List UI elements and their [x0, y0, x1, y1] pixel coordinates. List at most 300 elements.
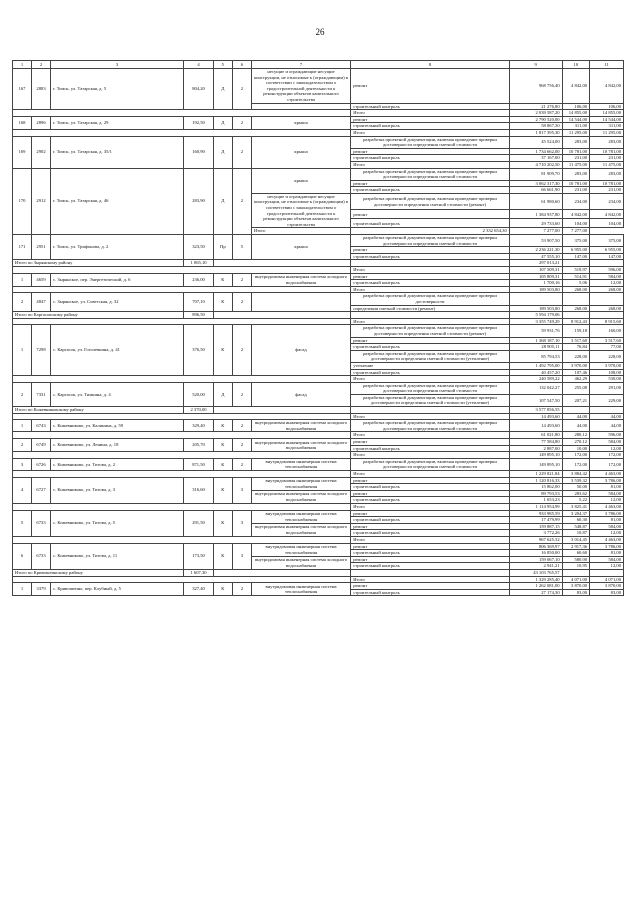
table-cell: 3 517,60: [590, 337, 624, 344]
table-cell: 3 355 749,29: [509, 318, 562, 325]
table-cell: 3 884,42: [562, 471, 589, 478]
table-cell: ремонт: [351, 180, 510, 187]
table-row: [13, 260, 624, 267]
table-cell: 1 329 285,40: [509, 576, 562, 583]
table-cell: внутридомовая инженерная система холодного водоснабжения: [251, 420, 350, 432]
table-cell: [509, 293, 562, 305]
table-row: [13, 286, 624, 293]
table-cell: 3 577 856,55: [509, 407, 562, 414]
table-cell: 44,00: [562, 420, 589, 432]
table-cell: 2: [232, 439, 251, 452]
table-cell: 189 503,80: [509, 305, 562, 312]
table-cell: 2: [13, 382, 32, 406]
table-row: [13, 407, 624, 414]
table-cell: 3 062 317,30: [509, 180, 562, 187]
table-cell: 462,29: [562, 376, 589, 383]
table-cell: 2: [13, 439, 32, 452]
table-cell: г. Томск, ул. Трифонова, д. 2: [51, 235, 184, 260]
table-cell: 6 955,00: [590, 247, 624, 254]
table-cell: 6733: [32, 543, 51, 569]
table-cell: 283,62: [562, 490, 589, 497]
table-cell: 3 786,00: [590, 477, 624, 484]
table-cell: [13, 267, 351, 274]
table-row: [13, 569, 624, 576]
table-cell: фасад: [251, 325, 350, 376]
table-cell: 37 167,00: [509, 155, 562, 162]
table-cell: 514,91: [562, 273, 589, 280]
table-row: [13, 439, 624, 446]
header-cell: 6: [232, 61, 251, 69]
table-cell: несущие и ограждающие несущие конструкции, не относимые к (ограждающим) в соответствии с законодательством о градостроительной деятельности к реконструкции объектов капитального строительства: [251, 69, 350, 104]
table-cell: 5,06: [562, 280, 589, 287]
table-row: [13, 458, 624, 470]
table-cell: 147,00: [562, 253, 589, 260]
table-cell: [213, 569, 350, 576]
table-cell: 268,00: [590, 305, 624, 312]
table-cell: 3: [232, 543, 251, 569]
header-cell: 11: [590, 61, 624, 69]
table-cell: [590, 260, 624, 267]
table-cell: 283,00: [590, 136, 624, 148]
header-cell: 7: [251, 61, 350, 69]
table-cell: Итого: [351, 376, 510, 383]
table-cell: внутридомовая инженерная система холодного водоснабжения: [251, 273, 350, 286]
table-cell: К: [213, 510, 232, 536]
table-cell: 231,00: [562, 155, 589, 162]
table-cell: [13, 413, 351, 420]
table-cell: 2902: [32, 136, 51, 168]
table-cell: 43 103 765,57: [509, 569, 562, 576]
table-cell: с. Кожевниково, ул. Титова, д. 11: [51, 543, 184, 569]
table-row: [13, 376, 624, 383]
table-cell: 172,00: [590, 452, 624, 459]
table-cell: 1 262 081,00: [509, 583, 562, 590]
table-cell: К: [213, 543, 232, 569]
table-cell: 3 970,00: [590, 362, 624, 369]
table-cell: 12,00: [590, 563, 624, 570]
table-cell: 7331: [32, 382, 51, 406]
table-cell: 159,18: [562, 325, 589, 337]
table-cell: 2: [232, 382, 251, 406]
table-cell: 1: [13, 273, 32, 286]
table-cell: крыша: [251, 235, 350, 260]
table-cell: 2 887,00: [509, 445, 562, 452]
table-cell: 2: [232, 293, 251, 312]
table-cell: [590, 293, 624, 305]
table-cell: 149 895,10: [509, 452, 562, 459]
table-cell: с. Кожевниково, ул. Ленина, д. 18: [51, 439, 184, 452]
table-cell: разработка проектной документации, включая проведение проверки достоверности определения сметной стоимости: [351, 458, 510, 470]
table-cell: 12,00: [590, 497, 624, 504]
table-cell: 580,00: [562, 556, 589, 563]
table-cell: 2: [232, 583, 251, 596]
table-cell: 61 021,80: [509, 432, 562, 439]
table-cell: 871,50: [184, 458, 214, 470]
header-cell: 9: [509, 61, 562, 69]
table-row: [13, 267, 624, 274]
table-cell: 10,95: [562, 563, 589, 570]
table-cell: 2951: [32, 235, 51, 260]
table-cell: [13, 376, 351, 383]
table-cell: Итого по Кривошеинскому району: [13, 569, 184, 576]
table-cell: 3 870,00: [590, 583, 624, 590]
table-cell: 8 912,43: [562, 318, 589, 325]
table-cell: 4 071,00: [590, 576, 624, 583]
table-cell: 4 071,00: [562, 576, 589, 583]
table-cell: 4 842,00: [562, 69, 589, 104]
table-cell: 2: [13, 293, 32, 312]
table-cell: 83,00: [590, 589, 624, 596]
table-cell: 1 700,16: [509, 280, 562, 287]
table-cell: с. Кожевниково, ул. Титова, д. 5: [51, 510, 184, 536]
table-cell: 1 120 816,33: [509, 477, 562, 484]
table-cell: 375,00: [590, 235, 624, 247]
table-cell: 596,00: [590, 432, 624, 439]
table-cell: 1 229 821,84: [509, 471, 562, 478]
table-cell: определения сметной стоимости (ремонт): [351, 305, 510, 312]
table-cell: Итого: [351, 432, 510, 439]
table-cell: 12,00: [590, 280, 624, 287]
table-cell: 10 781,00: [562, 180, 589, 187]
table-cell: Итого: [351, 110, 510, 117]
table-cell: [13, 503, 351, 510]
table-cell: 172,00: [590, 458, 624, 470]
table-cell: 6743: [32, 420, 51, 432]
table-cell: [13, 471, 351, 478]
table-cell: 11 295,00: [590, 129, 624, 136]
table-cell: 60,30: [562, 517, 589, 524]
table-cell: 1: [13, 583, 32, 596]
table-cell: Итого: [351, 318, 510, 325]
table-cell: ремонт: [351, 439, 510, 446]
table-cell: Итого по Зырянскому району: [13, 260, 184, 267]
table-cell: К: [213, 439, 232, 452]
table-cell: Итого: [351, 286, 510, 293]
table-cell: 2 941,21: [509, 563, 562, 570]
table-cell: 2 917,36: [562, 543, 589, 550]
table-cell: 12,00: [590, 530, 624, 537]
table-cell: разработка проектной документации, включая проведение проверки достоверности: [351, 293, 510, 305]
table-cell: 45 524,00: [509, 136, 562, 148]
table-cell: Пр: [213, 235, 232, 260]
table-cell: 323,50: [184, 235, 214, 260]
table-cell: 240 589,22: [509, 376, 562, 383]
table-cell: [13, 286, 351, 293]
table-cell: строительный контроль: [351, 103, 510, 110]
table-cell: 4 463,00: [590, 536, 624, 543]
table-cell: 327,40: [184, 583, 214, 596]
table-cell: 106,00: [562, 103, 589, 110]
table-cell: 255,08: [562, 382, 589, 394]
table-cell: [13, 536, 351, 543]
table-cell: 3 772,26: [509, 530, 562, 537]
table-cell: 77 584,80: [509, 439, 562, 446]
table-cell: 231,00: [590, 187, 624, 194]
table-cell: 3: [13, 458, 32, 470]
table-cell: 4 842,00: [562, 210, 589, 219]
table-cell: 2: [232, 273, 251, 286]
table-cell: [351, 260, 510, 267]
table-cell: Д: [213, 116, 232, 129]
table-cell: г. Томск, ул. Татарская, д. 46: [51, 168, 184, 235]
table-cell: 28 905,11: [509, 344, 562, 351]
table-cell: 584,00: [590, 273, 624, 280]
table-cell: с. Зырянское, пер. Энергетический, д. 6: [51, 273, 184, 286]
table-cell: внутридомовая инженерная система теплоснабжения: [251, 510, 350, 523]
table-cell: строительный контроль: [351, 123, 510, 130]
table-cell: 4 842,00: [590, 210, 624, 219]
table-cell: 2: [232, 420, 251, 432]
table-cell: 21 276,80: [509, 103, 562, 110]
table-cell: 1 607,30: [184, 569, 214, 576]
table-cell: 234,00: [562, 193, 589, 210]
table-cell: [351, 312, 510, 319]
table-cell: 2: [232, 458, 251, 470]
table-row: [13, 382, 624, 394]
table-cell: [13, 452, 351, 459]
table-cell: 104,00: [590, 219, 624, 228]
table-cell: 3379: [32, 583, 51, 596]
table-cell: ремонт: [351, 337, 510, 344]
table-cell: 81 909,70: [509, 168, 562, 180]
table-row: [13, 536, 624, 543]
table-row: [13, 325, 624, 337]
table-cell: 4659: [32, 273, 51, 286]
table-cell: [351, 407, 510, 414]
table-cell: 3 014,45: [562, 536, 589, 543]
table-cell: 147,00: [590, 253, 624, 260]
table-cell: разработка проектной документации, включая проведение проверки достоверности определения сметной стоимости (ремонт): [351, 193, 510, 210]
table-cell: 3 517,60: [562, 337, 589, 344]
table-cell: 61 980,60: [509, 193, 562, 210]
table-cell: Итого: [351, 536, 510, 543]
table-cell: 5,22: [562, 497, 589, 504]
table-cell: 3 786,00: [590, 543, 624, 550]
table-cell: 106,00: [590, 103, 624, 110]
table-cell: 584,00: [590, 523, 624, 530]
table-row: [13, 583, 624, 590]
table-cell: Итого по Кожевниковскому району: [13, 407, 184, 414]
table-cell: строительный контроль: [351, 369, 510, 376]
table-cell: 11 295,00: [562, 129, 589, 136]
table-cell: 228,00: [562, 350, 589, 362]
table-cell: 160,90: [184, 136, 214, 168]
table-cell: 44,00: [590, 420, 624, 432]
table-cell: 192,50: [184, 116, 214, 129]
table-cell: крыша: [251, 136, 350, 168]
header-cell: 5: [213, 61, 232, 69]
table-cell: 229,00: [590, 394, 624, 406]
table-cell: Итого: [351, 413, 510, 420]
table-cell: 171: [13, 235, 32, 260]
table-row: [13, 576, 624, 583]
table-cell: 50,00: [562, 484, 589, 491]
table-cell: 268,00: [562, 305, 589, 312]
table-cell: 2: [232, 168, 251, 235]
table-cell: [562, 569, 589, 576]
table-cell: 584,00: [590, 556, 624, 563]
table-cell: 283,00: [562, 136, 589, 148]
table-row: [13, 129, 624, 136]
table-cell: 1 368 187,10: [509, 337, 562, 344]
table-cell: 8 915,60: [590, 318, 624, 325]
table-cell: 40 457,20: [509, 369, 562, 376]
table-cell: разработка проектной документации, включая проведение проверки достоверности определения сметной стоимости: [351, 382, 510, 394]
table-cell: 4 463,00: [590, 471, 624, 478]
table-cell: ремонт: [351, 116, 510, 123]
table-row: [13, 293, 624, 305]
table-cell: 283,00: [590, 168, 624, 180]
table-cell: 4 463,00: [590, 503, 624, 510]
column-number-row: [13, 61, 624, 69]
table-cell: строительный контроль: [351, 187, 510, 194]
table-cell: 169: [13, 136, 32, 168]
table-row: [13, 477, 624, 484]
table-cell: 2896: [32, 116, 51, 129]
header-cell: 10: [562, 61, 589, 69]
table-cell: 1: [13, 325, 32, 376]
table-cell: 3 539,32: [562, 477, 589, 484]
table-cell: 53 907,50: [509, 235, 562, 247]
table-cell: 548,87: [562, 523, 589, 530]
table-cell: с. Кривошеино, пер. Клубный, д. 5: [51, 583, 184, 596]
table-cell: 76,84: [562, 344, 589, 351]
table-cell: 3 825,41: [562, 503, 589, 510]
table-cell: [562, 407, 589, 414]
table-cell: Д: [213, 69, 232, 110]
table-cell: ремонт: [351, 490, 510, 497]
table-cell: внутридомовая инженерная система холодного водоснабжения: [251, 439, 350, 452]
table-cell: 228,00: [590, 350, 624, 362]
table-row: [13, 432, 624, 439]
table-cell: строительный контроль: [351, 484, 510, 491]
table-cell: 59 931,76: [509, 325, 562, 337]
table-cell: 81,00: [590, 550, 624, 557]
table-cell: 7 277,00: [509, 228, 562, 235]
table-cell: ремонт: [351, 69, 510, 104]
table-cell: 14 544,00: [562, 116, 589, 123]
table-body: [13, 69, 624, 596]
table-cell: К: [213, 273, 232, 286]
table-cell: строительный контроль: [351, 344, 510, 351]
table-cell: [251, 293, 350, 312]
table-cell: 316,60: [184, 477, 214, 503]
table-cell: 81,00: [590, 517, 624, 524]
header-cell: 2: [32, 61, 51, 69]
table-row: [13, 136, 624, 148]
table-cell: 3 970,00: [562, 362, 589, 369]
table-cell: [590, 407, 624, 414]
table-cell: внутридомовая инженерная система теплоснабжения: [251, 458, 350, 470]
table-cell: 311,00: [562, 123, 589, 130]
table-cell: 132 042,27: [509, 382, 562, 394]
table-cell: разработка проектной документации, включая проведение проверки достоверности определения сметной стоимости (ремонт): [351, 325, 510, 337]
table-row: [13, 312, 624, 319]
table-cell: строительный контроль: [351, 563, 510, 570]
table-cell: 160,00: [590, 325, 624, 337]
table-cell: 1 734 662,00: [509, 148, 562, 155]
table-cell: 268,00: [562, 286, 589, 293]
table-cell: 14 544,00: [590, 116, 624, 123]
table-cell: 104,00: [562, 219, 589, 228]
table-cell: крыша: [251, 116, 350, 129]
table-cell: ремонт: [351, 583, 510, 590]
table-cell: строительный контроль: [351, 550, 510, 557]
table-cell: ремонт: [351, 523, 510, 530]
table-cell: 968 756,40: [509, 69, 562, 104]
table-cell: 12,00: [590, 445, 624, 452]
table-cell: 5: [13, 510, 32, 536]
table-cell: разработка проектной документации, включая проведение проверки достоверности определения сметной стоимости (утепление): [351, 350, 510, 362]
table-cell: [562, 260, 589, 267]
table-cell: 10 781,00: [590, 180, 624, 187]
table-cell: с. Кожевниково, ул. Титова, д. 2: [51, 458, 184, 470]
table-cell: 376,50: [184, 325, 214, 376]
table-cell: 44,00: [590, 413, 624, 420]
table-cell: [13, 576, 351, 583]
table-cell: ремонт: [351, 247, 510, 254]
table-cell: 105 809,31: [509, 273, 562, 280]
table-cell: 89 793,53: [509, 490, 562, 497]
table-cell: 234,00: [590, 193, 624, 210]
table-cell: 58 867,30: [509, 123, 562, 130]
table-cell: К: [213, 458, 232, 470]
table-cell: 270,12: [562, 439, 589, 446]
table-cell: 231,00: [590, 155, 624, 162]
table-row: [13, 510, 624, 517]
table-cell: 2 370,00: [184, 407, 214, 414]
table-cell: разработка проектной документации, включая проведение проверки достоверности определения сметной стоимости: [351, 420, 510, 432]
table-cell: с. Кожевниково, ул. Титова, д. 3: [51, 477, 184, 503]
table-cell: 1 492 795,00: [509, 362, 562, 369]
table-cell: г. Томск, ул. Татарская, д. 5: [51, 69, 184, 110]
table-cell: утепление: [351, 362, 510, 369]
table-cell: 584,00: [590, 490, 624, 497]
table-cell: [562, 293, 589, 305]
table-cell: 15 862,00: [509, 484, 562, 491]
table-cell: строительный контроль: [351, 517, 510, 524]
table-cell: 107,46: [562, 369, 589, 376]
table-cell: [13, 318, 351, 325]
table-cell: 806 369,97: [509, 543, 562, 550]
page-number: 26: [315, 27, 325, 37]
table-cell: 167: [13, 69, 32, 110]
table-cell: 283,90: [184, 168, 214, 235]
table-cell: 170: [13, 168, 32, 235]
table-cell: строительный контроль: [351, 445, 510, 452]
table-cell: внутридомовая инженерная система теплоснабжения: [251, 583, 350, 596]
table-row: [13, 168, 624, 180]
table-cell: 7298: [32, 325, 51, 376]
table-cell: 10,87: [562, 530, 589, 537]
header-cell: 3: [51, 61, 184, 69]
table-cell: 4: [13, 477, 32, 503]
table-cell: 1 065,10: [184, 260, 214, 267]
table-cell: 967 625,32: [509, 536, 562, 543]
table-cell: 2: [232, 136, 251, 168]
table-cell: ремонт: [351, 210, 510, 219]
table-cell: Итого: [351, 161, 510, 168]
table-cell: 6726: [32, 458, 51, 470]
table-cell: 1 384 937,80: [509, 210, 562, 219]
table-cell: 29 733,60: [509, 219, 562, 228]
table-cell: [13, 129, 351, 136]
table-cell: внутридомовая инженерная система холодного водоснабжения: [251, 490, 350, 503]
table-row: [13, 116, 624, 123]
table-cell: с. Зырянское, ул. Советская, д. 32: [51, 293, 184, 312]
table-cell: внутридомовая инженерная система теплоснабжения: [251, 477, 350, 490]
table-cell: Итого: [351, 452, 510, 459]
